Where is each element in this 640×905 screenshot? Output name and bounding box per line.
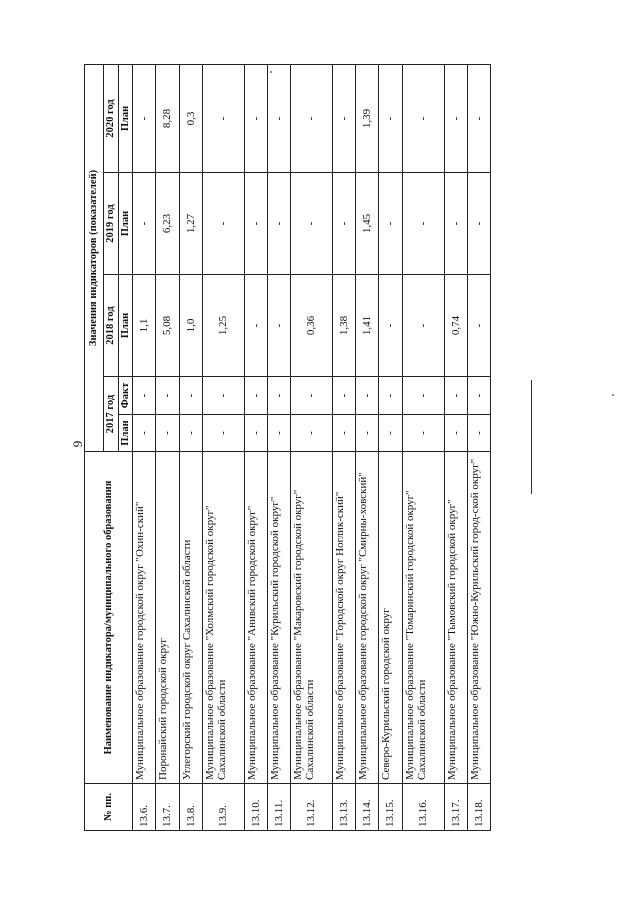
header-fact-2017: Факт [118, 377, 133, 415]
row-name: Муниципальное образование городской округ "Смирны-ховский" [356, 452, 379, 784]
cell-fact-2017: - [356, 377, 379, 415]
row-number: 13.13. [332, 784, 355, 831]
table-row [156, 64, 179, 830]
header-year-2017: 2017 год [104, 377, 119, 452]
cell-plan-2017: - [202, 415, 244, 452]
header-year-2019: 2019 год [104, 173, 119, 275]
header-plan-2020: План [118, 64, 133, 172]
cell-plan-2017: - [291, 415, 333, 452]
header-plan-2018: План [118, 275, 133, 377]
row-number: 13.11. [267, 784, 290, 831]
header-name: Наименование индикатора/муниципального образования [85, 452, 133, 784]
cell-plan-2020: - [291, 64, 333, 172]
cell-plan-2019: - [402, 173, 444, 275]
row-number: 13.8. [179, 784, 202, 831]
table-row [402, 64, 444, 830]
table-row [356, 64, 379, 830]
cell-plan-2017: - [444, 415, 467, 452]
scan-speck [270, 71, 272, 73]
header-num: № пп. [85, 784, 133, 831]
cell-plan-2019: - [467, 173, 490, 275]
table-row [133, 64, 156, 830]
row-name: Муниципальное образование городской округ "Охин-ский" [133, 452, 156, 784]
row-name: Муниципальное образование "Тымовский городской округ" [444, 452, 467, 784]
cell-plan-2018: - [244, 275, 267, 377]
cell-plan-2020: 0,3 [179, 64, 202, 172]
page-number: 9 [70, 440, 85, 448]
cell-plan-2020: - [244, 64, 267, 172]
header-values-group: Значения индикаторов (показателей) [85, 64, 104, 451]
row-name: Углегорский городской округ Сахалинской области [179, 452, 202, 784]
cell-plan-2019: - [202, 173, 244, 275]
row-name: Муниципальное образование "Южно-Курильский город-ской округ" [467, 452, 490, 784]
cell-plan-2018: - [402, 275, 444, 377]
table-row [179, 64, 202, 830]
cell-fact-2017: - [133, 377, 156, 415]
table-row [332, 64, 355, 830]
cell-plan-2018: 0,74 [444, 275, 467, 377]
cell-plan-2018: - [379, 275, 402, 377]
scan-margin-line [531, 380, 532, 494]
table-row [467, 64, 490, 830]
cell-plan-2017: - [244, 415, 267, 452]
row-name: Северо-Курильский городской округ [379, 452, 402, 784]
cell-plan-2017: - [156, 415, 179, 452]
cell-plan-2019: 1,45 [356, 173, 379, 275]
cell-plan-2017: - [179, 415, 202, 452]
scan-speck [612, 394, 614, 396]
cell-plan-2019: - [379, 173, 402, 275]
cell-plan-2018: 1,41 [356, 275, 379, 377]
row-number: 13.6. [133, 784, 156, 831]
header-plan-2017: План [118, 415, 133, 452]
row-number: 13.9. [202, 784, 244, 831]
cell-plan-2017: - [379, 415, 402, 452]
row-number: 13.10. [244, 784, 267, 831]
row-name: Муниципальное образование "Томаринский городской округ" Сахалинской области [402, 452, 444, 784]
cell-plan-2018: - [267, 275, 290, 377]
row-number: 13.18. [467, 784, 490, 831]
cell-plan-2018: 0,36 [291, 275, 333, 377]
row-number: 13.7. [156, 784, 179, 831]
cell-fact-2017: - [402, 377, 444, 415]
cell-plan-2018: 1,1 [133, 275, 156, 377]
table-row [244, 64, 267, 830]
cell-fact-2017: - [332, 377, 355, 415]
cell-plan-2020: - [467, 64, 490, 172]
cell-plan-2020: - [402, 64, 444, 172]
row-name: Поронайский городской округ [156, 452, 179, 784]
cell-plan-2017: - [402, 415, 444, 452]
cell-plan-2017: - [267, 415, 290, 452]
cell-fact-2017: - [179, 377, 202, 415]
cell-plan-2020: - [133, 64, 156, 172]
cell-fact-2017: - [156, 377, 179, 415]
row-name: Муниципальное образование "Холмский городской округ" Сахалинской области [202, 452, 244, 784]
table-row [267, 64, 290, 830]
cell-plan-2018: 5,08 [156, 275, 179, 377]
cell-plan-2019: - [133, 173, 156, 275]
cell-fact-2017: - [202, 377, 244, 415]
cell-plan-2020: - [379, 64, 402, 172]
row-name: Муниципальное образование "Макаровский городской округ" Сахалинской области [291, 452, 333, 784]
cell-fact-2017: - [244, 377, 267, 415]
row-number: 13.12. [291, 784, 333, 831]
table-row [379, 64, 402, 830]
cell-plan-2019: - [244, 173, 267, 275]
table-body [133, 64, 491, 830]
table-row [444, 64, 467, 830]
cell-fact-2017: - [291, 377, 333, 415]
cell-fact-2017: - [379, 377, 402, 415]
table-row [291, 64, 333, 830]
row-name: Муниципальное образование "Анивский городской округ" [244, 452, 267, 784]
row-number: 13.16. [402, 784, 444, 831]
row-number: 13.14. [356, 784, 379, 831]
cell-plan-2017: - [467, 415, 490, 452]
rotated-table-container [84, 65, 491, 831]
cell-plan-2017: - [133, 415, 156, 452]
indicators-table [84, 64, 491, 831]
row-name: Муниципальное образование "Курильский городской округ" [267, 452, 290, 784]
cell-plan-2020: - [267, 64, 290, 172]
cell-plan-2019: 6,23 [156, 173, 179, 275]
cell-plan-2017: - [356, 415, 379, 452]
cell-plan-2020: - [332, 64, 355, 172]
table-header [85, 64, 133, 830]
table-row [202, 64, 244, 830]
cell-plan-2020: - [444, 64, 467, 172]
cell-plan-2018: 1,38 [332, 275, 355, 377]
header-year-2018: 2018 год [104, 275, 119, 377]
row-name: Муниципальное образование "Городской округ Ноглик-ский" [332, 452, 355, 784]
cell-plan-2018: 1,25 [202, 275, 244, 377]
cell-fact-2017: - [267, 377, 290, 415]
cell-fact-2017: - [467, 377, 490, 415]
cell-plan-2020: 8,28 [156, 64, 179, 172]
header-year-2020: 2020 год [104, 64, 119, 172]
cell-plan-2020: - [202, 64, 244, 172]
cell-plan-2019: - [291, 173, 333, 275]
cell-plan-2017: - [332, 415, 355, 452]
row-number: 13.17. [444, 784, 467, 831]
row-number: 13.15. [379, 784, 402, 831]
header-plan-2019: План [118, 173, 133, 275]
cell-plan-2018: - [467, 275, 490, 377]
cell-plan-2019: 1,27 [179, 173, 202, 275]
cell-plan-2019: - [444, 173, 467, 275]
cell-plan-2019: - [267, 173, 290, 275]
cell-plan-2020: 1,39 [356, 64, 379, 172]
cell-plan-2019: - [332, 173, 355, 275]
cell-plan-2018: 1,0 [179, 275, 202, 377]
cell-fact-2017: - [444, 377, 467, 415]
